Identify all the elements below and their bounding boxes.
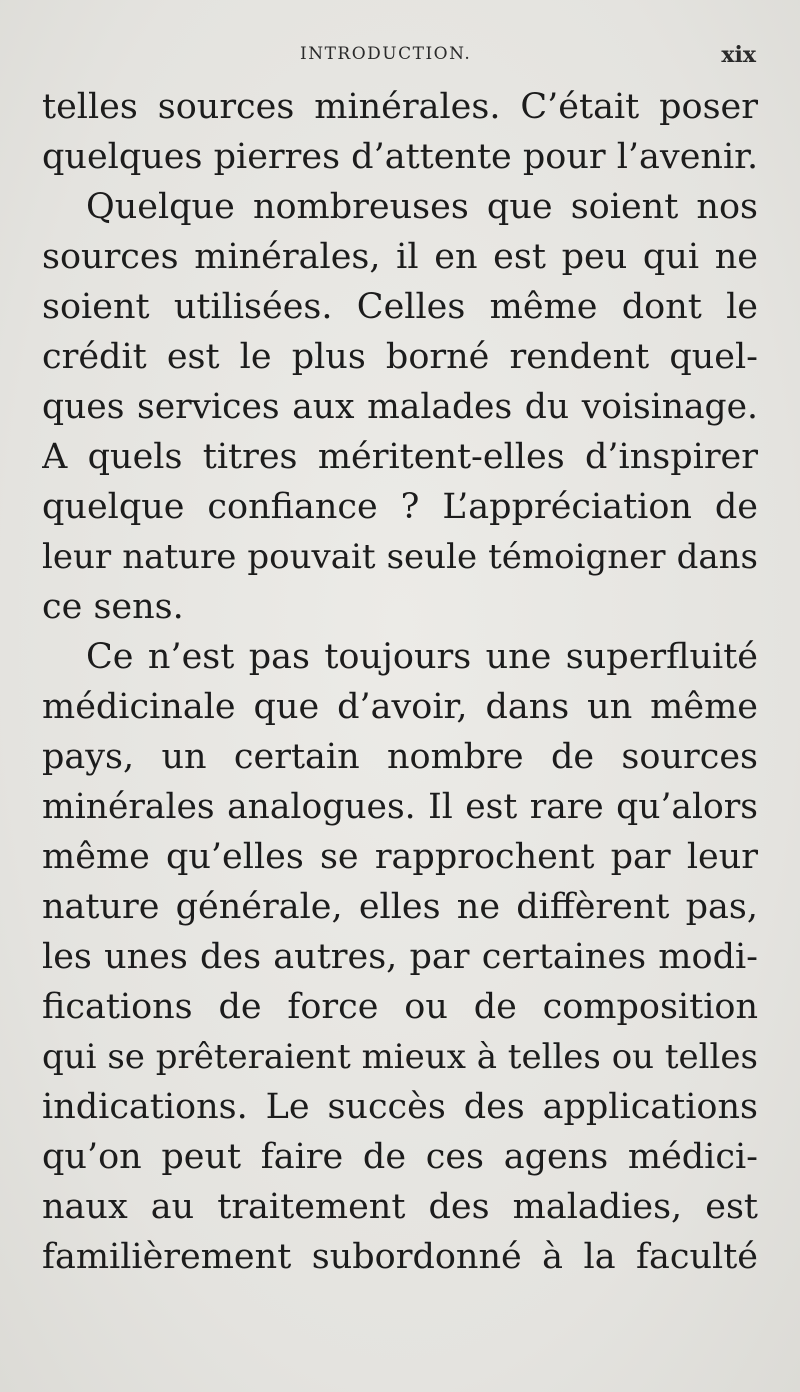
text-line: soient utilisées. Celles même dont le [42, 287, 758, 327]
text-line: quelques pierres d’attente pour l’avenir. [42, 137, 758, 177]
text-line: A quels titres méritent-elles d’inspirer [42, 437, 758, 477]
paragraph-first-line: Quelque nombreuses que soient nos [86, 187, 758, 227]
text-line: médicinale que d’avoir, dans un même [42, 687, 758, 727]
text-line: quelque confiance ? L’appréciation de [42, 487, 758, 527]
text-line: telles sources minérales. C’était poser [42, 87, 758, 127]
text-line: nature générale, elles ne diffèrent pas, [42, 887, 758, 927]
text-line: qu’on peut faire de ces agens médici- [42, 1137, 758, 1177]
text-line: leur nature pouvait seule témoigner dans [42, 537, 758, 577]
text-line: minérales analogues. Il est rare qu’alors [42, 787, 758, 827]
text-line: qui se prêteraient mieux à telles ou telles [42, 1037, 758, 1077]
text-line: indications. Le succès des applications [42, 1087, 758, 1127]
paragraph-first-line: Ce n’est pas toujours une superfluité [86, 637, 758, 677]
text-line: familièrement subordonné à la faculté [42, 1237, 758, 1277]
running-title: INTRODUCTION. [300, 44, 472, 64]
page-number: xix [721, 42, 756, 68]
text-line: même qu’elles se rapprochent par leur [42, 837, 758, 877]
running-header [0, 44, 800, 74]
text-line: crédit est le plus borné rendent quel- [42, 337, 758, 377]
text-line: naux au traitement des maladies, est [42, 1187, 758, 1227]
text-line: les unes des autres, par certaines modi- [42, 937, 758, 977]
text-line: pays, un certain nombre de sources [42, 737, 758, 777]
text-line: sources minérales, il en est peu qui ne [42, 237, 758, 277]
text-line: ce sens. [42, 587, 184, 627]
body-text [42, 82, 758, 1282]
text-line: fications de force ou de composition [42, 987, 758, 1027]
text-line: ques services aux malades du voisinage. [42, 387, 758, 427]
